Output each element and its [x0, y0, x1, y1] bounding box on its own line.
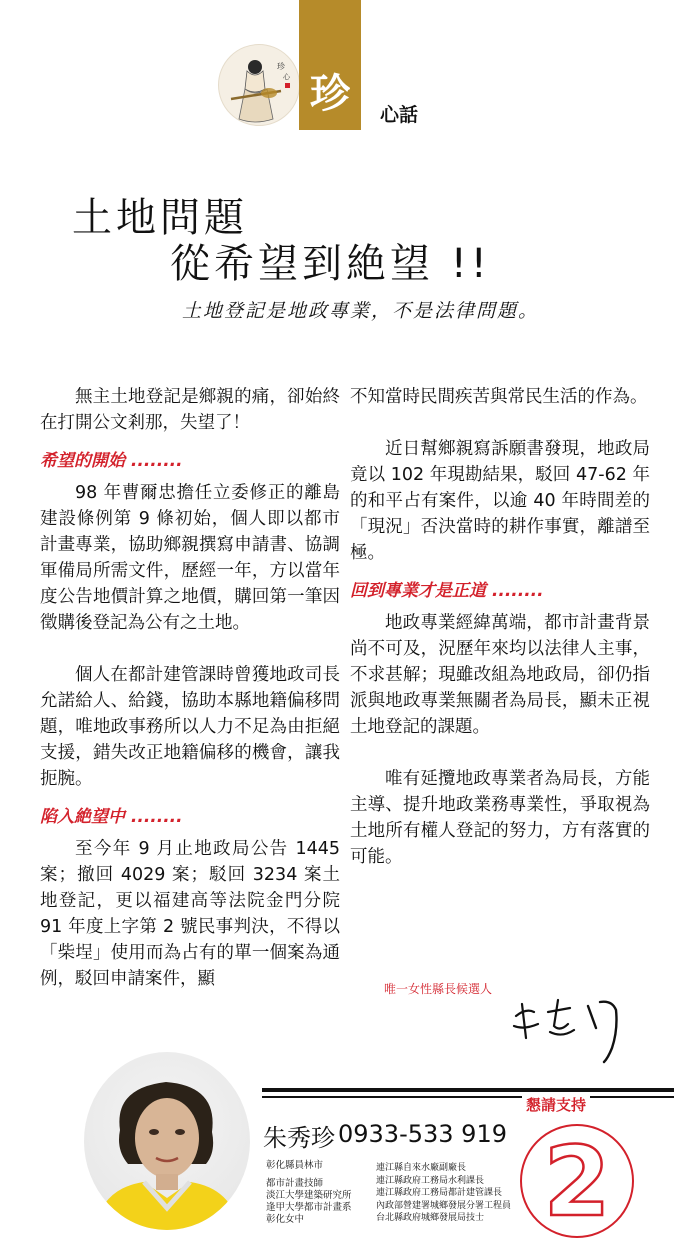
paragraph: 98 年曹爾忠擔任立委修正的離島建設條例第 9 條初始，個人即以都市計畫專業，協助鄉親撰寫申請書、協調軍備局所需文件，歷經一年，方以當年度公告地價計算之地價，購回第一筆因徵購後登記為公有之土地。 — [40, 483, 340, 633]
candidate-phone: 0933-533 919 — [338, 1120, 507, 1148]
section-heading-profession: 回到專業才是正道 ........ — [350, 581, 544, 601]
support-label: 懇請支持 — [522, 1094, 590, 1115]
education-item: 淡江大學建築研究所 — [266, 1190, 352, 1201]
paragraph: 地政專業經緯萬端，都市計畫背景尚不可及，況歷年來均以法律人主事，不求甚解；現雖改組為地政局，卻仍指派與地政專業無關者為局長，顯未正視土地登記的課題。 — [350, 613, 650, 737]
paragraph: 至今年 9 月止地政局公告 1445 案；撤回 4029 案；駁回 3234 案土地登記，更以福建高等法院金門分院 91 年度上字第 2 號民事判決，不得以「柴埕」使用而為占有的單一個案為通例，駁回申請案件，顯 — [40, 839, 340, 989]
experience-item: 內政部營建署城鄉發展分署工程員 — [376, 1200, 512, 1211]
column-logo-char: 珍 — [310, 70, 350, 117]
experience-item: 連江縣政府工務局水利課長 — [376, 1175, 485, 1186]
ballot-number-badge — [520, 1124, 634, 1238]
subtitle: 土地登記是地政專業，不是法律問題。 — [182, 300, 540, 322]
education-item: 逢甲大學都市計畫系 — [266, 1202, 352, 1213]
section-heading-hope: 希望的開始 ........ — [40, 451, 183, 471]
education-item: 彰化女中 — [266, 1214, 305, 1225]
portrait-logo-icon — [218, 44, 300, 126]
section-heading-despair: 陷入絶望中 ........ — [40, 807, 183, 827]
article-column-right — [350, 384, 650, 870]
headline-line-2: 從希望到絶望 !! — [170, 241, 491, 287]
signature-mark — [508, 986, 638, 1066]
intro-paragraph: 無主土地登記是鄉親的痛，卻始終在打開公文剎那，失望了！ — [40, 387, 340, 433]
candidate-photo-art — [84, 1052, 250, 1230]
ballot-number: 2 — [543, 1126, 611, 1238]
portrait-logo-art — [219, 45, 300, 126]
candidate-name: 朱秀珍 — [263, 1124, 335, 1152]
experience-item: 連江縣自來水廠副廠長 — [376, 1163, 467, 1173]
paragraph: 唯有延攬地政專業者為局長，方能主導、提升地政業務專業性，爭取視為土地所有權人登記的努力，方有落實的可能。 — [350, 769, 650, 867]
column-logo-box — [299, 0, 361, 130]
candidate-photo — [84, 1052, 250, 1230]
footer-rule-thin — [262, 1096, 674, 1098]
experience-item: 台北縣政府城鄉發展局技士 — [376, 1213, 485, 1223]
paragraph-continued: 不知當時民間疾苦與常民生活的作為。 — [350, 387, 648, 407]
education-list — [266, 1178, 352, 1226]
footer-rule-thick — [262, 1088, 674, 1092]
svg-text:珍: 珍 — [277, 62, 285, 71]
education-item: 都市計畫技師 — [266, 1178, 324, 1189]
headline-line-1: 土地問題 — [72, 195, 248, 241]
paragraph: 個人在都計建管課時曾獲地政司長允諾給人、給錢，協助本縣地籍偏移問題，唯地政事務所以人力不足為由拒絕支援，錯失改正地籍偏移的機會，讓我扼腕。 — [40, 665, 340, 789]
column-name: 心話 — [380, 104, 419, 126]
article-column-left — [40, 384, 340, 992]
candidate-region: 彰化縣員林市 — [266, 1160, 324, 1171]
campaign-slogan: 唯一女性縣長候選人 — [384, 982, 493, 996]
svg-text:心: 心 — [283, 73, 290, 81]
paragraph: 近日幫鄉親寫訴願書發現，地政局竟以 102 年現勘結果，駁回 47-62 年的和平占有案件，以逾 40 年時間差的「現況」否決當時的耕作事實，離譜至極。 — [350, 439, 650, 563]
experience-item: 連江縣政府工務局都計建管課長 — [376, 1188, 503, 1198]
experience-list — [376, 1162, 511, 1225]
